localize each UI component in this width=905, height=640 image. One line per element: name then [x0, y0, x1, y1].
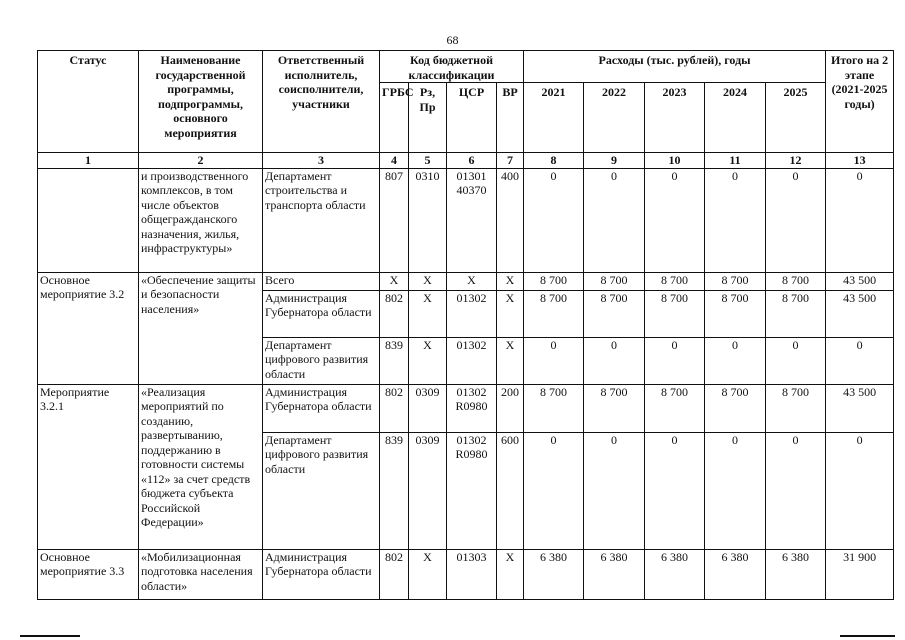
column-number: 1: [38, 153, 139, 169]
header-2024: 2024: [705, 83, 766, 153]
vr-cell: X: [497, 337, 524, 384]
grbs-cell: 802: [380, 384, 409, 432]
grbs-cell: 839: [380, 337, 409, 384]
table-row: [38, 549, 894, 599]
value-2025: 8 700: [766, 384, 826, 432]
value-2022: 0: [584, 432, 645, 549]
value-2025: 0: [766, 168, 826, 272]
value-2021: 0: [524, 432, 584, 549]
vr-cell: X: [497, 272, 524, 290]
value-total: 0: [826, 168, 894, 272]
scan-edge-line-left: [20, 635, 80, 637]
value-2023: 8 700: [645, 384, 705, 432]
rzpr-cell: X: [409, 272, 447, 290]
vr-cell: 400: [497, 168, 524, 272]
value-2023: 6 380: [645, 549, 705, 599]
column-number: 8: [524, 153, 584, 169]
column-number: 7: [497, 153, 524, 169]
page-number: 68: [446, 33, 459, 47]
header-name: Наименование государственной программы, подпрограммы, основного мероприятия: [139, 51, 263, 153]
header-total: Итого на 2 этапе (2021-2025 годы): [826, 51, 894, 153]
executor-cell: Администрация Губернатора области: [263, 290, 380, 337]
value-2022: 8 700: [584, 272, 645, 290]
value-total: 0: [826, 337, 894, 384]
header-csr: ЦСР: [447, 83, 497, 153]
executor-cell: Администрация Губернатора области: [263, 549, 380, 599]
executor-cell: Администрация Губернатора области: [263, 384, 380, 432]
value-2025: 8 700: [766, 290, 826, 337]
column-number-row: [38, 153, 894, 169]
column-number: 2: [139, 153, 263, 169]
status-cell: Основное мероприятие 3.2: [38, 272, 139, 384]
header-executor: Ответственный исполнитель, соисполнители, участники: [263, 51, 380, 153]
column-number: 4: [380, 153, 409, 169]
value-2023: 0: [645, 432, 705, 549]
header-2021: 2021: [524, 83, 584, 153]
executor-cell: Департамент цифрового развития области: [263, 432, 380, 549]
value-2022: 8 700: [584, 290, 645, 337]
csr-cell: 01301 40370: [447, 168, 497, 272]
column-number: 9: [584, 153, 645, 169]
value-2025: 0: [766, 337, 826, 384]
column-number: 13: [826, 153, 894, 169]
value-2021: 0: [524, 168, 584, 272]
rzpr-cell: X: [409, 549, 447, 599]
header-2022: 2022: [584, 83, 645, 153]
value-2024: 8 700: [705, 384, 766, 432]
header-vr: ВР: [497, 83, 524, 153]
status-cell: [38, 168, 139, 272]
csr-cell: X: [447, 272, 497, 290]
table-row: [38, 272, 894, 290]
value-2025: 6 380: [766, 549, 826, 599]
name-cell: «Мобилизационная подготовка населения области»: [139, 549, 263, 599]
header-status: Статус: [38, 51, 139, 153]
vr-cell: 600: [497, 432, 524, 549]
column-number: 12: [766, 153, 826, 169]
grbs-cell: 839: [380, 432, 409, 549]
csr-cell: 01302: [447, 290, 497, 337]
value-2024: 0: [705, 432, 766, 549]
value-2023: 8 700: [645, 272, 705, 290]
rzpr-cell: 0309: [409, 432, 447, 549]
value-2022: 6 380: [584, 549, 645, 599]
name-cell: и производственного комплексов, в том числе объектов общегражданского назначения, жилья, инфраструктуры»: [139, 168, 263, 272]
status-cell: Мероприятие 3.2.1: [38, 384, 139, 549]
value-total: 43 500: [826, 290, 894, 337]
value-total: 31 900: [826, 549, 894, 599]
value-2021: 8 700: [524, 384, 584, 432]
rzpr-cell: 0309: [409, 384, 447, 432]
name-cell: «Обеспечение защиты и безопасности населения»: [139, 272, 263, 384]
csr-cell: 01302 R0980: [447, 432, 497, 549]
scan-edge-line-right: [840, 635, 895, 637]
value-2024: 0: [705, 337, 766, 384]
budget-table: [37, 50, 894, 600]
value-2024: 0: [705, 168, 766, 272]
header-grbs: ГРБС: [380, 83, 409, 153]
value-2023: 0: [645, 168, 705, 272]
value-2021: 6 380: [524, 549, 584, 599]
rzpr-cell: X: [409, 290, 447, 337]
status-cell: Основное мероприятие 3.3: [38, 549, 139, 599]
executor-cell: Всего: [263, 272, 380, 290]
grbs-cell: 802: [380, 290, 409, 337]
value-2025: 0: [766, 432, 826, 549]
grbs-cell: 802: [380, 549, 409, 599]
header-expenses: Расходы (тыс. рублей), годы: [524, 51, 826, 83]
name-cell: «Реализация мероприятий по созданию, развертыванию, поддержанию в готовности системы «112» за счет средств бюджета субъекта Российской Федерации»: [139, 384, 263, 549]
column-number: 5: [409, 153, 447, 169]
column-number: 11: [705, 153, 766, 169]
value-2023: 0: [645, 337, 705, 384]
vr-cell: X: [497, 549, 524, 599]
vr-cell: 200: [497, 384, 524, 432]
vr-cell: X: [497, 290, 524, 337]
column-number: 3: [263, 153, 380, 169]
value-total: 43 500: [826, 384, 894, 432]
value-2021: 0: [524, 337, 584, 384]
grbs-cell: 807: [380, 168, 409, 272]
value-2022: 0: [584, 168, 645, 272]
executor-cell: Департамент цифрового развития области: [263, 337, 380, 384]
header-2023: 2023: [645, 83, 705, 153]
csr-cell: 01302 R0980: [447, 384, 497, 432]
value-2025: 8 700: [766, 272, 826, 290]
value-2024: 6 380: [705, 549, 766, 599]
column-number: 6: [447, 153, 497, 169]
value-2024: 8 700: [705, 272, 766, 290]
value-2023: 8 700: [645, 290, 705, 337]
table-row: [38, 384, 894, 432]
header-budget-code: Код бюджетной классификации: [380, 51, 524, 83]
csr-cell: 01302: [447, 337, 497, 384]
csr-cell: 01303: [447, 549, 497, 599]
header-rzpr: Рз, Пр: [409, 83, 447, 153]
rzpr-cell: X: [409, 337, 447, 384]
value-2022: 0: [584, 337, 645, 384]
column-number: 10: [645, 153, 705, 169]
table-row: [38, 168, 894, 272]
value-2021: 8 700: [524, 290, 584, 337]
grbs-cell: X: [380, 272, 409, 290]
value-total: 0: [826, 432, 894, 549]
header-2025: 2025: [766, 83, 826, 153]
value-2021: 8 700: [524, 272, 584, 290]
executor-cell: Департамент строительства и транспорта области: [263, 168, 380, 272]
value-2022: 8 700: [584, 384, 645, 432]
value-2024: 8 700: [705, 290, 766, 337]
value-total: 43 500: [826, 272, 894, 290]
rzpr-cell: 0310: [409, 168, 447, 272]
